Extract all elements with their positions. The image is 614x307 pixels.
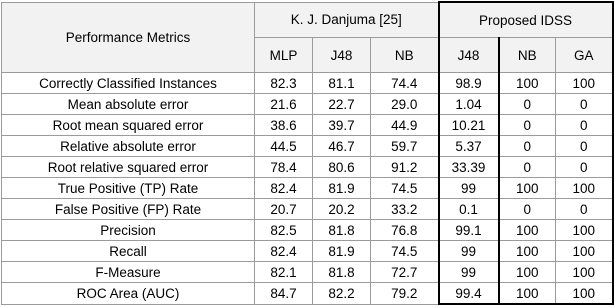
metric-value: 100 xyxy=(499,178,556,199)
metric-value: 100 xyxy=(499,262,556,283)
metric-value: 100 xyxy=(499,283,556,305)
metric-value: 100 xyxy=(556,220,613,241)
metric-value: 44.5 xyxy=(255,136,313,157)
metric-value: 33.39 xyxy=(439,157,499,178)
metric-value: 1.04 xyxy=(439,94,499,115)
metric-value: 0 xyxy=(499,199,556,220)
metric-label: Relative absolute error xyxy=(2,136,255,157)
metric-value: 82.4 xyxy=(255,241,313,262)
metric-value: 74.5 xyxy=(371,178,439,199)
table-row xyxy=(2,262,613,283)
group-header-danjuma: K. J. Danjuma [25] xyxy=(255,2,439,38)
metric-value: 0 xyxy=(499,136,556,157)
metric-label: Correctly Classified Instances xyxy=(2,73,255,94)
metric-value: 81.9 xyxy=(313,241,371,262)
metric-value: 100 xyxy=(556,241,613,262)
metric-label: Precision xyxy=(2,220,255,241)
table-row xyxy=(2,241,613,262)
metric-value: 100 xyxy=(556,73,613,94)
metric-value: 74.5 xyxy=(371,241,439,262)
metric-value: 82.4 xyxy=(255,178,313,199)
table-row xyxy=(2,220,613,241)
metric-value: 80.6 xyxy=(313,157,371,178)
metric-value: 84.7 xyxy=(255,283,313,305)
metric-value: 100 xyxy=(499,73,556,94)
metric-value: 100 xyxy=(556,262,613,283)
metric-value: 0 xyxy=(499,157,556,178)
corner-header: Performance Metrics xyxy=(2,2,255,73)
metric-value: 21.6 xyxy=(255,94,313,115)
metric-value: 0 xyxy=(499,115,556,136)
metric-value: 22.7 xyxy=(313,94,371,115)
sub-header-mlp: MLP xyxy=(255,38,313,73)
metric-value: 100 xyxy=(499,220,556,241)
metric-value: 20.7 xyxy=(255,199,313,220)
metric-value: 39.7 xyxy=(313,115,371,136)
sub-header-nb: NB xyxy=(371,38,439,73)
metric-value: 81.1 xyxy=(313,73,371,94)
metric-value: 100 xyxy=(499,241,556,262)
metric-value: 5.37 xyxy=(439,136,499,157)
metric-label: Recall xyxy=(2,241,255,262)
table-row xyxy=(2,157,613,178)
metric-label: Root relative squared error xyxy=(2,157,255,178)
metric-value: 82.2 xyxy=(313,283,371,305)
metric-value: 82.3 xyxy=(255,73,313,94)
metric-value: 33.2 xyxy=(371,199,439,220)
table-row xyxy=(2,73,613,94)
metric-value: 81.8 xyxy=(313,220,371,241)
performance-metrics-table xyxy=(1,1,614,305)
table-row xyxy=(2,178,613,199)
metric-value: 81.9 xyxy=(313,178,371,199)
metric-value: 99 xyxy=(439,178,499,199)
table-body xyxy=(2,73,613,305)
sub-header-proposed-nb: NB xyxy=(499,38,556,73)
metric-value: 79.2 xyxy=(371,283,439,305)
sub-header-proposed-ga: GA xyxy=(556,38,613,73)
metric-value: 0 xyxy=(556,136,613,157)
metric-value: 44.9 xyxy=(371,115,439,136)
metric-label: True Positive (TP) Rate xyxy=(2,178,255,199)
metric-value: 99.1 xyxy=(439,220,499,241)
metric-value: 74.4 xyxy=(371,73,439,94)
table-row xyxy=(2,136,613,157)
metric-value: 10.21 xyxy=(439,115,499,136)
group-header-proposed: Proposed IDSS xyxy=(439,2,613,38)
metric-value: 72.7 xyxy=(371,262,439,283)
metric-value: 100 xyxy=(556,178,613,199)
metric-value: 29.0 xyxy=(371,94,439,115)
table-row xyxy=(2,94,613,115)
metric-label: Mean absolute error xyxy=(2,94,255,115)
metric-value: 0 xyxy=(499,94,556,115)
metric-value: 0.1 xyxy=(439,199,499,220)
metric-label: ROC Area (AUC) xyxy=(2,283,255,305)
metric-label: F-Measure xyxy=(2,262,255,283)
metric-label: False Positive (FP) Rate xyxy=(2,199,255,220)
metric-value: 59.7 xyxy=(371,136,439,157)
metric-value: 46.7 xyxy=(313,136,371,157)
metric-value: 98.9 xyxy=(439,73,499,94)
table-row xyxy=(2,115,613,136)
table-row xyxy=(2,283,613,305)
metric-value: 0 xyxy=(556,199,613,220)
metric-value: 0 xyxy=(556,94,613,115)
metric-value: 78.4 xyxy=(255,157,313,178)
metric-value: 0 xyxy=(556,157,613,178)
sub-header-proposed-j48: J48 xyxy=(439,38,499,73)
metric-value: 82.1 xyxy=(255,262,313,283)
metric-value: 99.4 xyxy=(439,283,499,305)
metric-value: 81.8 xyxy=(313,262,371,283)
metric-label: Root mean squared error xyxy=(2,115,255,136)
table-row xyxy=(2,199,613,220)
metric-value: 82.5 xyxy=(255,220,313,241)
metric-value: 91.2 xyxy=(371,157,439,178)
metric-value: 20.2 xyxy=(313,199,371,220)
metric-value: 38.6 xyxy=(255,115,313,136)
metric-value: 0 xyxy=(556,115,613,136)
sub-header-j48: J48 xyxy=(313,38,371,73)
metric-value: 100 xyxy=(556,283,613,305)
metric-value: 76.8 xyxy=(371,220,439,241)
metric-value: 99 xyxy=(439,241,499,262)
metric-value: 99 xyxy=(439,262,499,283)
